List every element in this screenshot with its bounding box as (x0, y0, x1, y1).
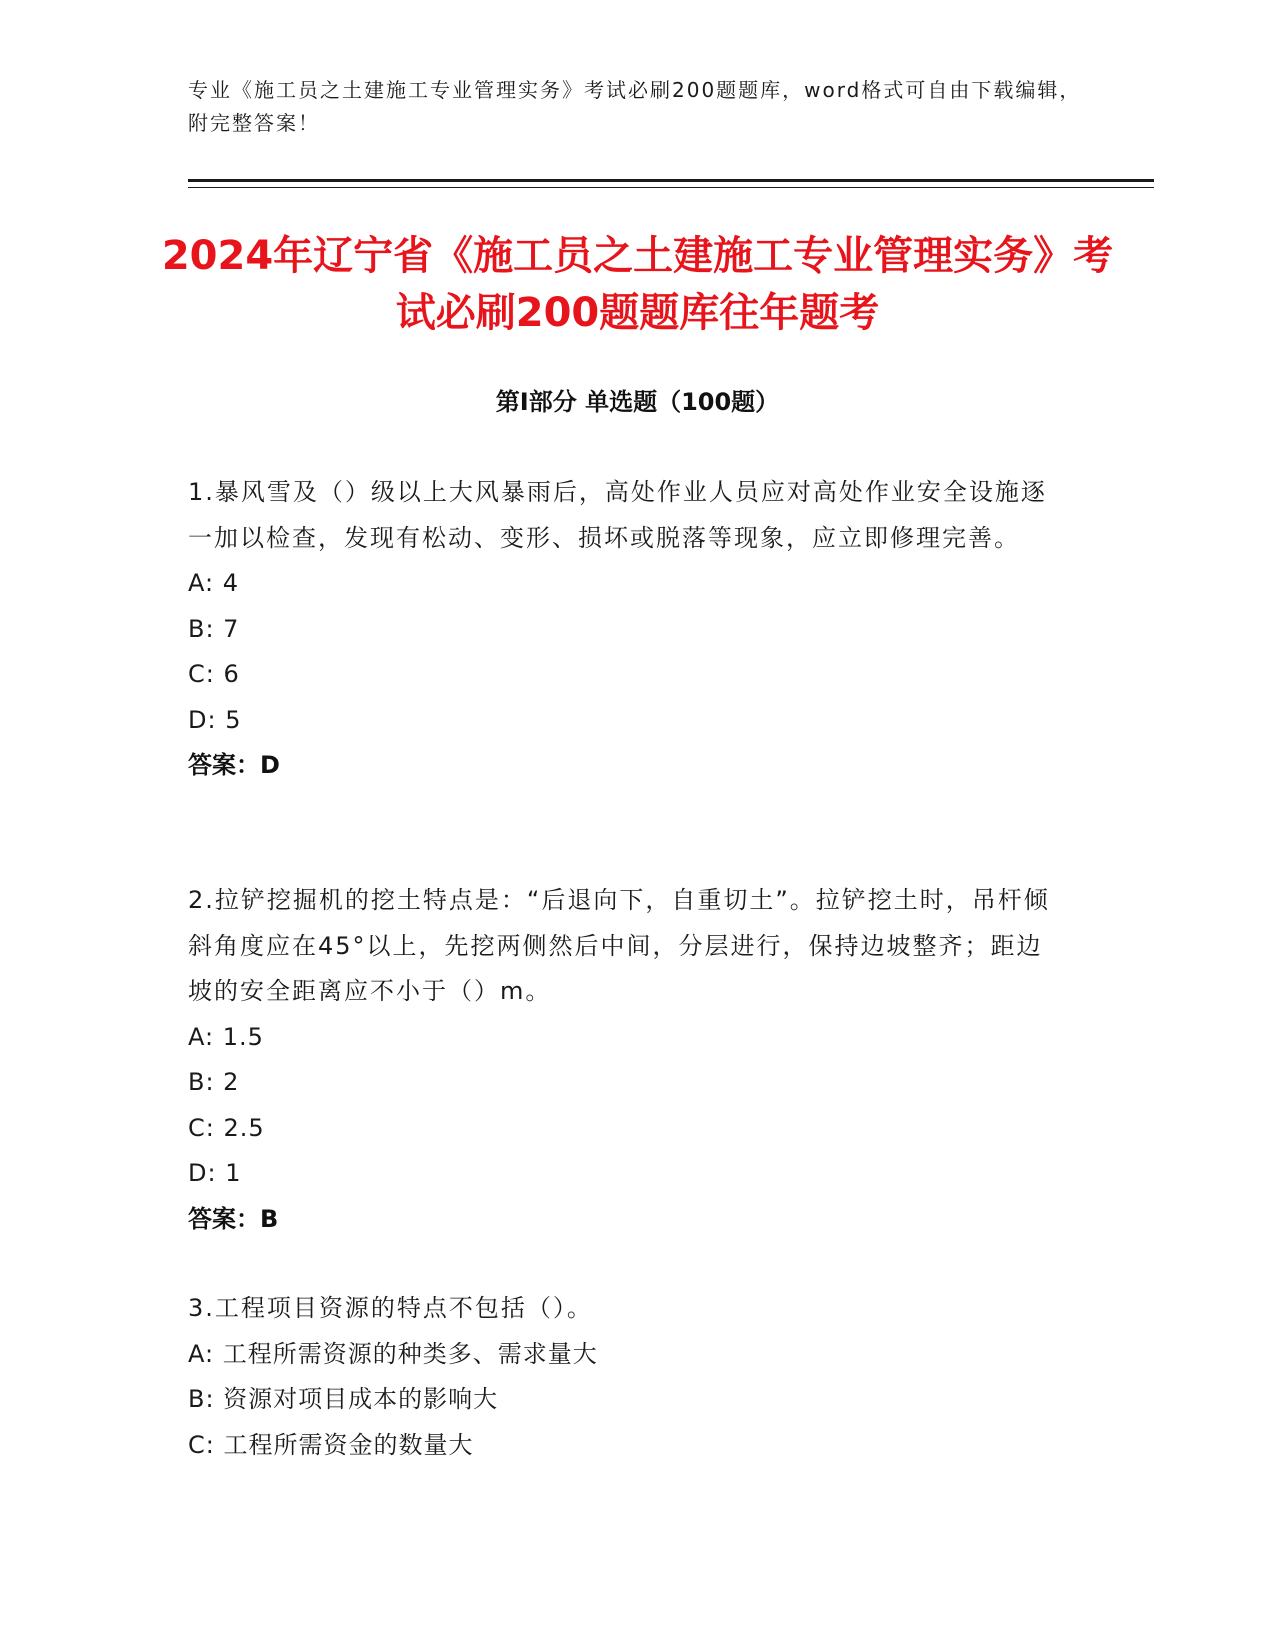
question-stem: 3.工程项目资源的特点不包括（）。 (188, 1294, 593, 1322)
option-b: B: 7 (188, 614, 240, 643)
option-a: A: 工程所需资源的种类多、需求量大 (188, 1339, 598, 1368)
header-divider-thin (188, 187, 1154, 188)
question-3 (188, 1286, 1068, 1468)
header-note: 专业《施工员之土建施工专业管理实务》考试必刷200题题库，word格式可自由下载编辑，附完整答案！ (188, 78, 1082, 135)
header-divider-thick (188, 179, 1154, 182)
option-b: B: 资源对项目成本的影响大 (188, 1385, 499, 1413)
option-c: C: 2.5 (188, 1113, 265, 1142)
answer-line: 答案：B (188, 1204, 279, 1233)
document-title: 2024年辽宁省《施工员之土建施工专业管理实务》考试必刷200题题库往年题考 (161, 233, 1114, 336)
answer-line: 答案：D (188, 751, 280, 779)
option-d: D: 1 (188, 1159, 242, 1187)
section-heading: 第I部分 单选题（100题） (495, 388, 780, 416)
option-b: B: 2 (188, 1068, 240, 1096)
option-a: A: 1.5 (188, 1022, 264, 1051)
option-a: A: 4 (188, 569, 239, 597)
question-1 (188, 470, 1068, 789)
question-stem: 1.暴风雪及（）级以上大风暴雨后，高处作业人员应对高处作业安全设施逐一加以检查，发现有松动、变形、损坏或脱落等现象，应立即修理完善。 (188, 478, 1047, 552)
option-c: C: 工程所需资金的数量大 (188, 1430, 474, 1459)
question-stem: 2.拉铲挖掘机的挖土特点是：“后退向下，自重切土”。拉铲挖土时，吊杆倾斜角度应在45°以上，先挖两侧然后中间，分层进行，保持边坡整齐；距边坡的安全距离应不小于（）m。 (188, 886, 1050, 1005)
option-c: C: 6 (188, 660, 240, 688)
question-2 (188, 878, 1068, 1242)
option-d: D: 5 (188, 705, 242, 734)
